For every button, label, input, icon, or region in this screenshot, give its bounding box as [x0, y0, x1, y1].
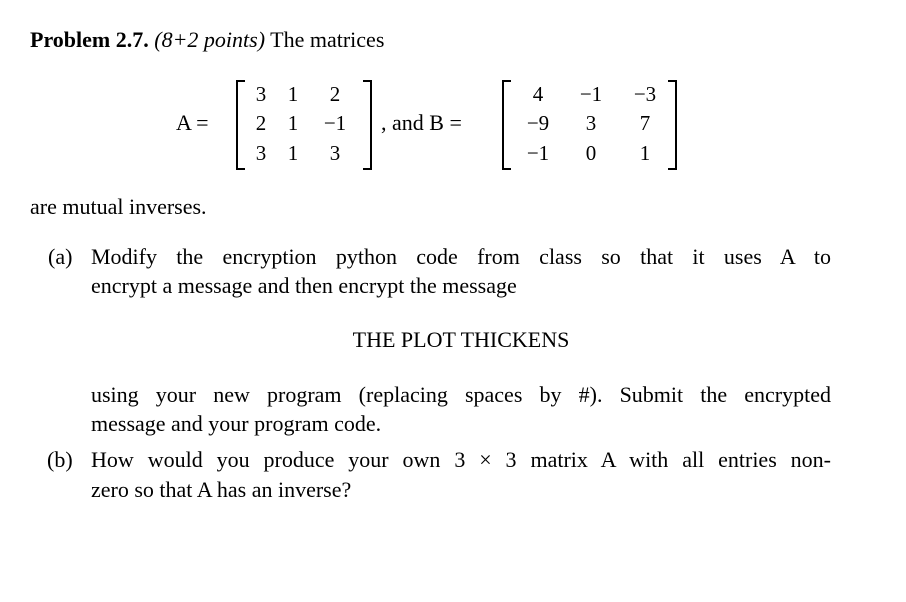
part-a-label: (a): [48, 244, 73, 269]
matrix-b-label: B =: [429, 110, 462, 135]
matrix-b-cell: 0: [585, 141, 597, 165]
matrix-a-cell: 1: [287, 141, 299, 165]
part-a-line-1: Modify the encryption python code from class so that it uses A to: [91, 244, 831, 269]
part-a-line-3: using your new program (replacing spaces by #). Submit the encrypted: [91, 382, 831, 407]
matrix-a-cell: −1: [323, 111, 347, 135]
matrix-b-cell: −1: [526, 141, 550, 165]
matrix-b-cell: 1: [639, 141, 651, 165]
matrix-a-cell: 3: [329, 141, 341, 165]
matrix-b-right-bracket: [668, 80, 677, 170]
matrix-a-cell: 2: [329, 82, 341, 106]
matrix-b-cell: −9: [526, 111, 550, 135]
matrix-a-label: A =: [176, 110, 209, 135]
part-a-line-2: encrypt a message and then encrypt the message: [91, 273, 517, 298]
matrix-a-cell: 3: [255, 82, 267, 106]
matrix-b-cell: 4: [532, 82, 544, 106]
matrix-b-cell: −3: [633, 82, 657, 106]
matrix-a-cell: 3: [255, 141, 267, 165]
conclusion-text: are mutual inverses.: [30, 194, 207, 219]
matrix-connector: [381, 109, 462, 137]
matrix-b-cell: 3: [585, 111, 597, 135]
matrix-a-cell: 1: [287, 82, 299, 106]
matrix-a-right-bracket: [363, 80, 372, 170]
matrix-a-cell: 2: [255, 111, 267, 135]
part-b-line-2: zero so that A has an inverse?: [91, 477, 352, 502]
connector-text: , and: [381, 110, 424, 135]
problem-points: (8+2 points): [154, 27, 266, 52]
problem-intro: The matrices: [270, 27, 385, 52]
problem-label: Problem 2.7.: [30, 27, 149, 52]
part-b-line-1: How would you produce your own 3 × 3 matrix A with all entries non-: [91, 447, 831, 472]
problem-heading: [30, 26, 384, 54]
matrix-a-cell: 1: [287, 111, 299, 135]
part-a-line-4: message and your program code.: [91, 411, 382, 436]
matrix-b-cell: 7: [639, 111, 651, 135]
plaintext-message: THE PLOT THICKENS: [352, 327, 570, 352]
matrix-b-left-bracket: [502, 80, 511, 170]
part-b-label: (b): [47, 447, 73, 472]
matrix-b-cell: −1: [579, 82, 603, 106]
